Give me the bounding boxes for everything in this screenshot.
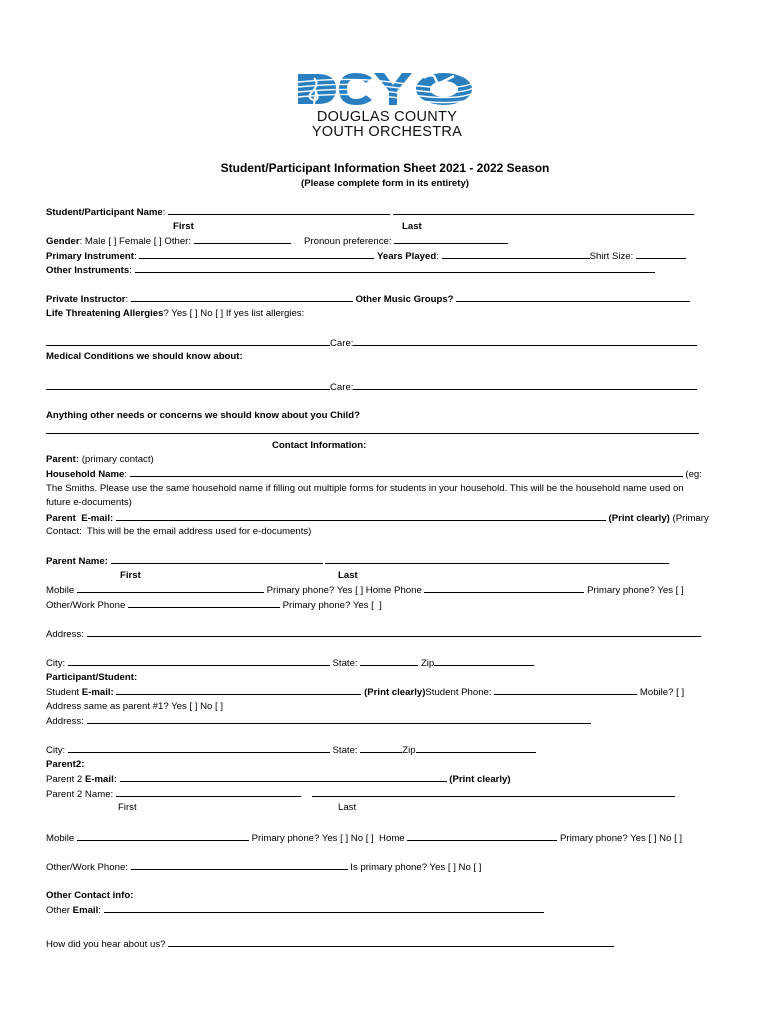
- household-note-2: future e-documents): [46, 497, 132, 508]
- parent-row: Parent: (primary contact): [46, 454, 154, 465]
- form-subtitle: (Please complete form in its entirety): [301, 178, 469, 189]
- parent-mobile-row: Mobile Primary phone? Yes [ ] Home Phone Primary phone? Yes [ ]: [46, 585, 684, 596]
- parent-zip-field[interactable]: [434, 657, 534, 666]
- parent2-email-field[interactable]: [120, 773, 447, 782]
- parent2-mobile-field[interactable]: [77, 832, 249, 841]
- allergy-care-row: Care:: [46, 337, 697, 349]
- form-title: Student/Participant Information Sheet 2021 - 2022 Season: [220, 161, 550, 175]
- medical-care-row: Care:: [46, 381, 697, 393]
- gender-row: Gender: Male [ ] Female [ ] Other: Pronoun preference:: [46, 235, 508, 247]
- parent2-name-row: Parent 2 Name:: [46, 788, 675, 800]
- parent-state-field[interactable]: [360, 657, 418, 666]
- parent2-work-phone-field[interactable]: [131, 861, 348, 870]
- instructor-row: Private Instructor: Other Music Groups?: [46, 293, 690, 305]
- private-instructor-field[interactable]: [131, 293, 353, 302]
- student-phone-field[interactable]: [494, 686, 637, 695]
- logo-line-1: DOUGLAS COUNTY: [316, 109, 458, 125]
- parent-work-phone-field[interactable]: [128, 599, 280, 608]
- student-name-row: Student/Participant Name:: [46, 206, 694, 218]
- parent2-first-caption: First: [118, 802, 137, 813]
- parent-first-caption: First: [120, 570, 141, 581]
- logo-line-2: YOUTH ORCHESTRA: [311, 124, 463, 140]
- parent-city-field[interactable]: [68, 657, 330, 666]
- other-music-groups-field[interactable]: [456, 293, 690, 302]
- other-email-row: Other Email:: [46, 904, 544, 916]
- first-caption: First: [173, 221, 194, 232]
- other-instruments-row: Other Instruments:: [46, 264, 655, 276]
- parent-address-field[interactable]: [87, 628, 701, 637]
- medical-label: Medical Conditions we should know about:: [46, 351, 243, 362]
- parent-email-field[interactable]: [116, 512, 606, 521]
- student-zip-field[interactable]: [416, 744, 536, 753]
- parent2-work-row: Other/Work Phone: Is primary phone? Yes [ ] No [ ]: [46, 862, 482, 873]
- medical-conditions-field[interactable]: [46, 381, 330, 390]
- parent-work-row: Other/Work Phone Primary phone? Yes [ ]: [46, 600, 382, 611]
- household-row: Household Name: (eg:: [46, 469, 702, 480]
- parent2-heading: Parent2:: [46, 759, 85, 770]
- allergy-care-field[interactable]: [353, 337, 697, 346]
- household-name-field[interactable]: [130, 468, 683, 477]
- parent-email-row: Parent E-mail: (Print clearly) (Primary: [46, 513, 709, 524]
- student-address-row: Address:: [46, 715, 591, 727]
- student-city-field[interactable]: [68, 744, 330, 753]
- parent-last-caption: Last: [338, 570, 358, 581]
- student-address-field[interactable]: [87, 715, 591, 724]
- other-email-field[interactable]: [104, 904, 544, 913]
- parent-email-note: Contact: This will be the email address used for e-documents): [46, 526, 312, 537]
- participant-heading: Participant/Student:: [46, 672, 138, 683]
- parent-mobile-field[interactable]: [77, 584, 264, 593]
- years-played-field[interactable]: [442, 250, 590, 259]
- parent2-last-caption: Last: [338, 802, 357, 813]
- parent2-first-name-field[interactable]: [116, 788, 301, 797]
- same-address-row: Address same as parent #1? Yes [ ] No [ ]: [46, 701, 224, 712]
- parent2-last-name-field[interactable]: [312, 788, 675, 797]
- parent-name-row: Parent Name:: [46, 555, 669, 567]
- student-state-field[interactable]: [360, 744, 402, 753]
- concerns-label: Anything other needs or concerns we should know about you Child?: [46, 410, 360, 421]
- parent-city-row: City: State: Zip: [46, 657, 534, 669]
- concerns-row: [46, 425, 699, 437]
- contact-heading: Contact Information:: [272, 440, 367, 451]
- parent2-home-phone-field[interactable]: [407, 832, 557, 841]
- instrument-row: Primary Instrument: Years Played: Shirt Size:: [46, 250, 686, 262]
- household-note-1: The Smiths. Please use the same household name if filling out multiple forms for students in your household. This will be the household name used on: [46, 483, 684, 494]
- gender-other-field[interactable]: [194, 235, 291, 244]
- hear-about-field[interactable]: [168, 938, 614, 947]
- primary-instrument-field[interactable]: [139, 250, 374, 259]
- allergies-row: Life Threatening Allergies? Yes [ ] No [ ] If yes list allergies:: [46, 308, 305, 319]
- hear-about-row: How did you hear about us?: [46, 938, 614, 950]
- parent2-email-row: Parent 2 E-mail: (Print clearly): [46, 774, 511, 785]
- parent-address-row: Address:: [46, 628, 701, 640]
- pronoun-field[interactable]: [394, 235, 508, 244]
- parent-last-name-field[interactable]: [325, 555, 669, 564]
- medical-care-field[interactable]: [353, 381, 697, 390]
- student-email-field[interactable]: [116, 686, 361, 695]
- student-city-row: City: State: Zip: [46, 744, 536, 756]
- parent-home-phone-field[interactable]: [424, 584, 584, 593]
- other-instruments-field[interactable]: [135, 264, 655, 273]
- allergies-field[interactable]: [46, 337, 330, 346]
- shirt-size-field[interactable]: [636, 250, 686, 259]
- other-contact-heading: Other Contact info:: [46, 890, 134, 901]
- last-caption: Last: [402, 221, 422, 232]
- student-email-row: Student E-mail: (Print clearly)Student Phone: Mobile? [ ]: [46, 687, 685, 698]
- concerns-field[interactable]: [46, 425, 699, 434]
- parent2-mobile-row: Mobile Primary phone? Yes [ ] No [ ] Home Primary phone? Yes [ ] No [ ]: [46, 833, 683, 844]
- parent-first-name-field[interactable]: [111, 555, 323, 564]
- student-first-name-field[interactable]: [168, 206, 390, 215]
- student-last-name-field[interactable]: [393, 206, 694, 215]
